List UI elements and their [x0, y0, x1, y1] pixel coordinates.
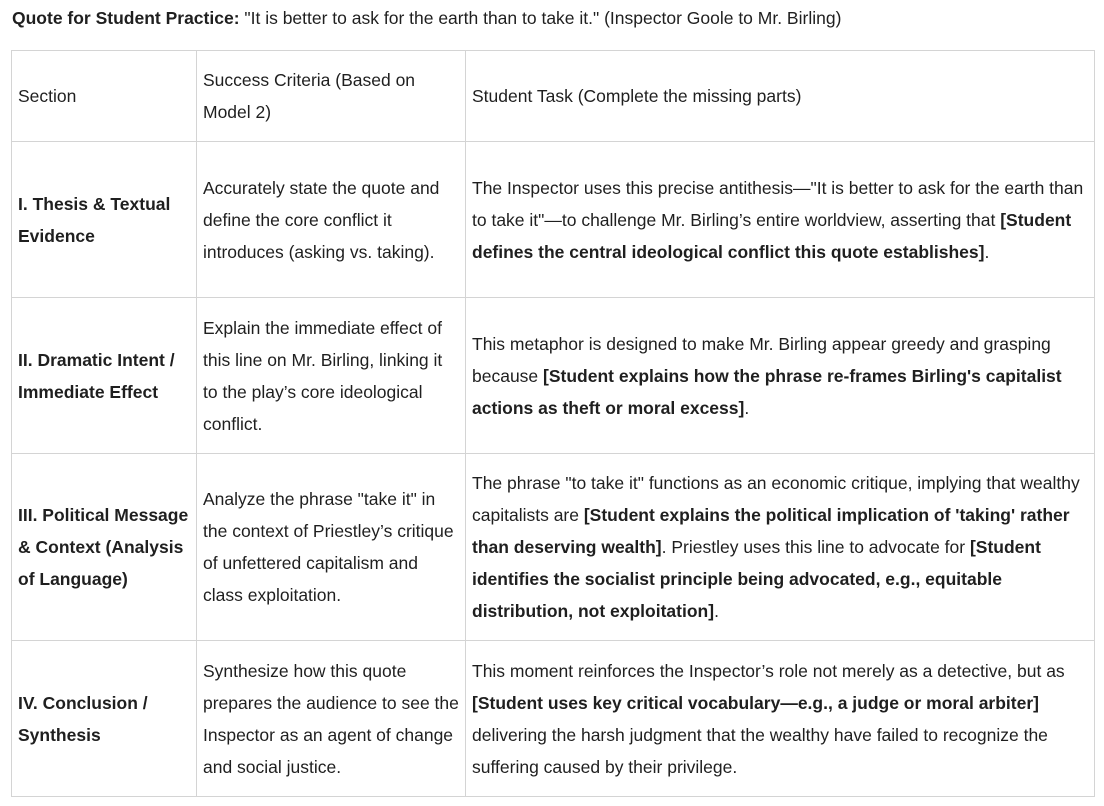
task-text: . Priestley uses this line to advocate for — [661, 537, 970, 557]
task-placeholder-text: [Student explains the political implication of 'taking' rather than deserving wealth] — [472, 505, 1070, 557]
header-section: Section — [12, 51, 197, 142]
practice-quote-line — [12, 3, 1102, 33]
table-row — [12, 142, 1095, 298]
table-row — [12, 454, 1095, 641]
practice-quote-label: Quote for Student Practice: — [12, 8, 240, 28]
table-header-row — [12, 51, 1095, 142]
task-placeholder-text: [Student uses key critical vocabulary—e.g., a judge or moral arbiter] — [472, 692, 1039, 713]
task-text: delivering the harsh judgment that the wealthy have failed to recognize the suffering caused by their privilege. — [472, 724, 1048, 777]
task-text: The Inspector uses this precise antithesis—"It is better to ask for the earth than to take it"—to challenge Mr. Birling’s entire worldview, asserting that — [472, 177, 1084, 230]
row-criteria-cell: Explain the immediate effect of this line on Mr. Birling, linking it to the play’s core ideological conflict. — [197, 298, 466, 454]
task-text: . — [714, 601, 719, 621]
table-row — [12, 298, 1095, 454]
row-criteria-cell: Synthesize how this quote prepares the audience to see the Inspector as an agent of change and social justice. — [197, 641, 466, 797]
header-success-criteria: Success Criteria (Based on Model 2) — [197, 51, 466, 142]
task-placeholder-text: [Student defines the central ideological conflict this quote establishes] — [472, 209, 1072, 262]
practice-table — [11, 50, 1095, 797]
row-criteria-cell: Accurately state the quote and define the core conflict it introduces (asking vs. taking). — [197, 142, 466, 298]
row-criteria-cell: Analyze the phrase "take it" in the context of Priestley’s critique of unfettered capitalism and class exploitation. — [197, 454, 466, 641]
task-text: . — [744, 397, 750, 418]
row-section-cell: III. Political Message & Context (Analysis of Language) — [12, 454, 197, 641]
row-section-cell: I. Thesis & Textual Evidence — [12, 142, 197, 298]
task-text: The phrase "to take it" functions as an economic critique, implying that wealthy capitalists are — [472, 473, 1080, 525]
row-task-cell — [466, 298, 1095, 454]
row-task-cell — [466, 641, 1095, 797]
row-task-cell — [466, 454, 1095, 641]
row-section-cell: II. Dramatic Intent / Immediate Effect — [12, 298, 197, 454]
task-text: . — [984, 241, 990, 262]
row-section-cell: IV. Conclusion / Synthesis — [12, 641, 197, 797]
header-student-task: Student Task (Complete the missing parts) — [466, 51, 1095, 142]
table-row — [12, 641, 1095, 797]
task-text: This moment reinforces the Inspector’s role not merely as a detective, but as — [472, 660, 1065, 681]
task-text: This metaphor is designed to make Mr. Birling appear greedy and grasping because — [472, 333, 1051, 386]
task-placeholder-text: [Student identifies the socialist principle being advocated, e.g., equitable distribution, not exploitation] — [472, 537, 1041, 621]
practice-quote-text: "It is better to ask for the earth than to take it." (Inspector Goole to Mr. Birling) — [239, 8, 842, 28]
practice-table-body — [12, 51, 1095, 797]
row-task-cell — [466, 142, 1095, 298]
task-placeholder-text: [Student explains how the phrase re-frames Birling's capitalist actions as theft or moral excess] — [472, 365, 1062, 418]
